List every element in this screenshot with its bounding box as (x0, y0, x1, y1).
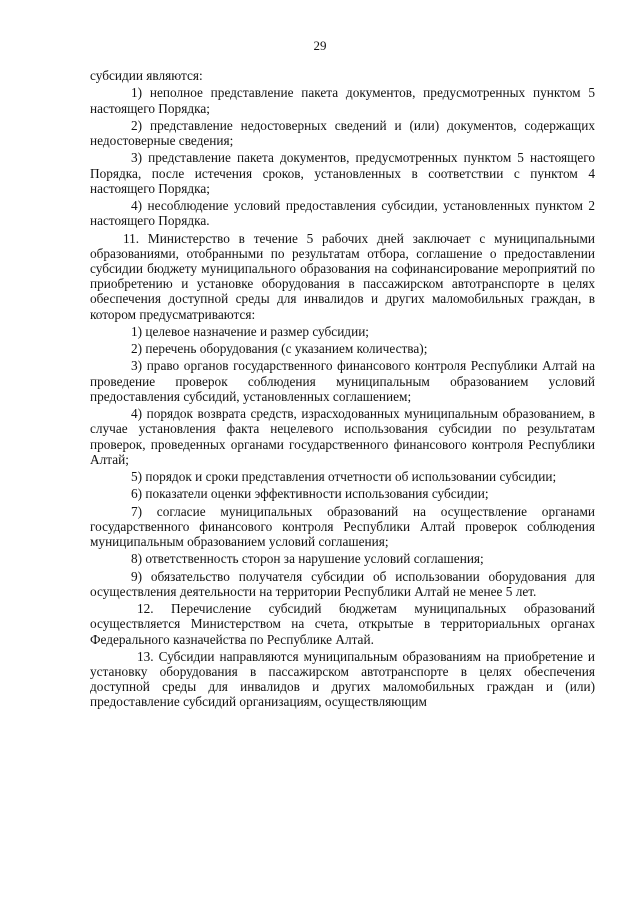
list-item-4: 4) несоблюдение условий предоставления субсидии, установленных пунктом 2 настоящего Порядка. (90, 198, 595, 229)
list-item-9: 9) обязательство получателя субсидии об использовании оборудования для осуществления деятельности на территории Республики Алтай не менее 5 лет. (90, 568, 595, 599)
list-item-6: 6) показатели оценки эффективности использования субсидии; (131, 486, 489, 502)
list-item-2: 2) представление недостоверных сведений и (или) документов, содержащих недостоверные сведения; (90, 117, 595, 148)
list-item-5: 5) порядок и сроки представления отчетности об использовании субсидии; (131, 469, 557, 485)
list-item-8: 8) ответственность сторон за нарушение условий соглашения; (131, 551, 484, 567)
list-item-3: 3) представление пакета документов, предусмотренных пунктом 5 настоящего Порядка, после истечения сроков, установленных в соответствии с пунктом 4 настоящего Порядка; (90, 150, 595, 196)
list-item-1: 1) неполное представление пакета документов, предусмотренных пунктом 5 настоящего Порядка; (90, 85, 595, 116)
section-11: 11. Министерство в течение 5 рабочих дней заключает с муниципальными образованиями, отобранными по результатам отбора, соглашение о предоставлении субсидии бюджету муниципального образования на софинансирование мероприятий по приобретению и установке оборудования в пассажирском автотранспорте в целях обеспечения доступной среды для инвалидов и других маломобильных граждан, в котором предусматриваются: (90, 230, 595, 322)
document-body (90, 68, 595, 712)
list-item-3: 3) право органов государственного финансового контроля Республики Алтай на проведение проверок соблюдения муниципальным образованием условий предоставления субсидий, установленных соглашением; (90, 358, 595, 404)
section-12: 12. Перечисление субсидий бюджетам муниципальных образований осуществляется Министерством на счета, открытые в территориальных органах Федерального казначейства по Республике Алтай. (90, 601, 595, 647)
list-item-1: 1) целевое назначение и размер субсидии; (131, 323, 369, 339)
paragraph-intro: субсидии являются: (90, 68, 203, 83)
section-13: 13. Субсидии направляются муниципальным образованиям на приобретение и установку оборудования в пассажирском автотранспорте в целях обеспечения доступной среды для инвалидов и других маломобильных граждан и (или) предоставление субсидий организациям, осуществляющим (90, 648, 595, 710)
page-number: 29 (313, 38, 327, 53)
list-item-4: 4) порядок возврата средств, израсходованных муниципальным образованием, в случае установления факта нецелевого использования субсидии по результатам проверок, проведенных органами государственного финансового контроля Республики Алтай; (90, 406, 595, 467)
list-item-2: 2) перечень оборудования (с указанием количества); (131, 341, 428, 357)
list-item-7: 7) согласие муниципальных образований на осуществление органами государственного финансового контроля Республики Алтай проверок соблюдения муниципальным образованием условий соглашения; (90, 503, 595, 550)
